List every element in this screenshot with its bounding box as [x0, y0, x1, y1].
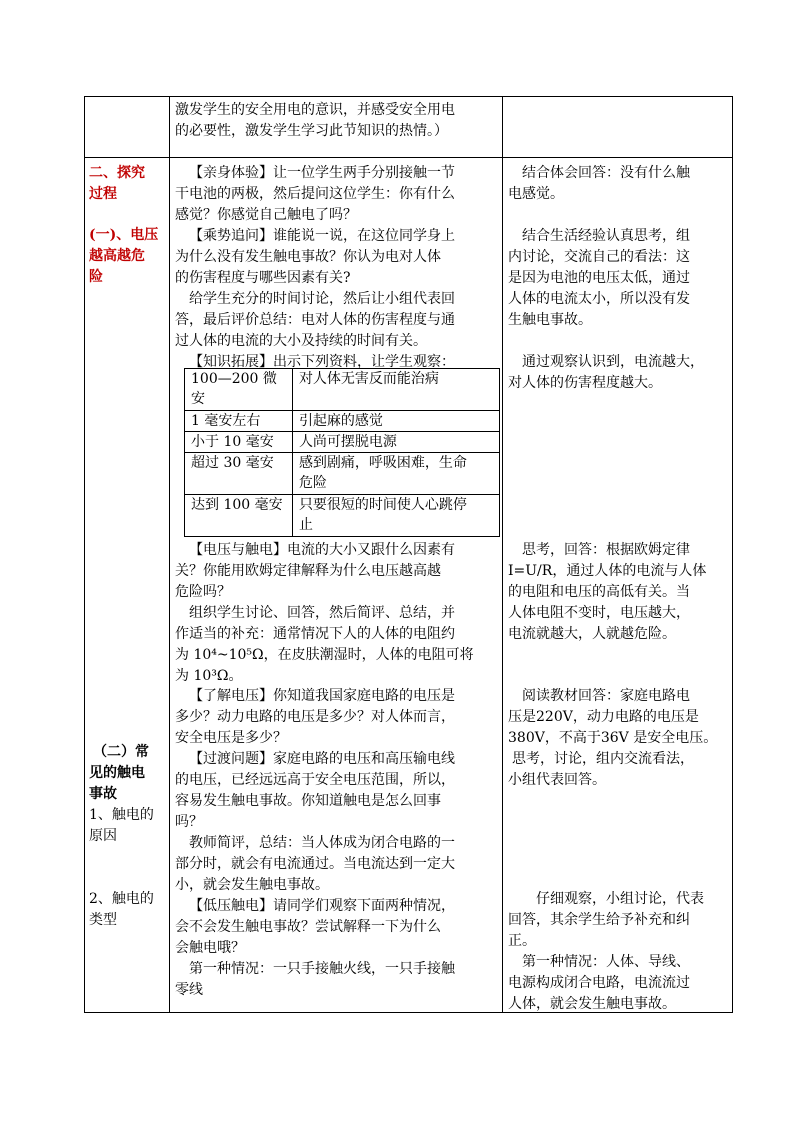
column-divider-2: [502, 96, 503, 1013]
table-row: [185, 411, 500, 432]
block-follow-up-question: 【乘势追问】谁能说一说，在这位同学身上 为什么没有发生触电事故？你认为电对人体 的伤害程度与哪些因素有关?: [175, 228, 455, 286]
effect-cell: 感到剧痛，呼吸困难，生命 危险: [292, 453, 499, 495]
section-title-inquiry: 二、探究 过程: [89, 165, 145, 202]
current-effect-table: [184, 368, 500, 537]
effect-cell: 对人体无害反而能治病: [292, 369, 499, 411]
block-knowledge-extension: 【知识拓展】出示下列资料，让学生观察：: [189, 354, 455, 370]
answer-first-situation: 第一种情况：人体、导线、 电源构成闭合电路，电流流过 人体，就会发生触电事故。: [508, 954, 690, 1012]
block-voltage-and-shock: 【电压与触电】电流的大小又跟什么因素有 关？你能用欧姆定律解释为什么电压越高越 危险吗？: [175, 542, 455, 600]
table-row: [185, 432, 500, 453]
table-row: [185, 495, 500, 537]
block-resistance-explanation: 组织学生讨论、回答，然后简评、总结，并 作适当的补充：通常情况下人的人体的电阻约 为 10⁴~10⁵Ω，在皮肤潮湿时，人体的电阻可将 为 10³Ω。: [175, 605, 474, 684]
answer-observation: 通过观察认识到，电流越大， 对人体的伤害程度越大。: [508, 354, 704, 391]
current-cell: 小于 10 毫安: [185, 432, 293, 453]
answer-discussion: 结合生活经验认真思考，组 内讨论，交流自己的看法：这 是因为电池的电压太低，通过 人体的电流太小，所以没有发 生触电事故。: [508, 228, 690, 328]
effect-cell: 只要很短的时间使人心跳停 止: [292, 495, 499, 537]
current-cell: 1 毫安左右: [185, 411, 293, 432]
table-border-left: [84, 96, 85, 1013]
table-row: [185, 369, 500, 411]
effect-cell: 引起麻的感觉: [292, 411, 499, 432]
block-understand-voltage: 【了解电压】你知道我国家庭电路的电压是 多少？动力电路的电压是多少？对人体而言， 安全电压是多少？: [175, 688, 455, 746]
row-divider: [84, 157, 733, 158]
table-row: [185, 453, 500, 495]
answer-voltage-values: 阅读教材回答：家庭电路电 压是220V，动力电路的电压是 380V，不高于36V 是安全电压。 思考，讨论，组内交流看法， 小组代表回答。: [508, 688, 718, 788]
item-type-of-shock: 2、触电的 类型: [89, 891, 154, 928]
block-teacher-summary: 教师简评，总结：当人体成为闭合电路的一 部分时，就会有电流通过。当电流达到一定大 小，就会发生触电事故。: [175, 835, 455, 893]
table-border-top: [84, 96, 733, 97]
block-transition-question: 【过渡问题】家庭电路的电压和高压输电线 的电压，已经远远高于安全电压范围，所以， 容易发生触电事故。你知道触电是怎么回事 吗？: [175, 751, 455, 830]
column-divider-1: [169, 96, 170, 1013]
current-cell: 100—200 微 安: [185, 369, 293, 411]
block-first-situation: 第一种情况：一只手接触火线，一只手接触 零线: [175, 961, 455, 998]
item-cause-of-shock: 1、触电的 原因: [89, 807, 154, 844]
block-low-voltage-shock: 【低压触电】请同学们观察下面两种情况， 会不会发生触电事故？尝试解释一下为什么 会触电哦？: [175, 898, 455, 956]
answer-ohms-law: 思考，回答：根据欧姆定律 I=U/R，通过人体的电流与人体 的电阻和电压的高低有关。当 人体电阻不变时，电压越大， 电流就越大，人就越危险。: [508, 542, 707, 642]
answer-experience: 结合体会回答：没有什么触 电感觉。: [508, 165, 690, 202]
answer-group-observation: 仔细观察，小组讨论，代表 回答，其余学生给予补充和纠 正。: [508, 891, 704, 949]
subsection-common-accidents: （二）常 见的触电 事故: [89, 744, 149, 802]
current-cell: 超过 30 毫安: [185, 453, 293, 495]
top-row-text: 激发学生的安全用电的意识，并感受安全用电 的必要性，激发学生学习此节知识的热情。）: [175, 102, 455, 139]
effect-cell: 人尚可摆脱电源: [292, 432, 499, 453]
block-personal-experience: 【亲身体验】让一位学生两手分别接触一节 干电池的两极，然后提问这位学生：你有什么 感觉？你感觉自己触电了吗？: [175, 165, 455, 223]
table-border-right: [732, 96, 733, 1013]
current-cell: 达到 100 毫安: [185, 495, 293, 537]
subsection-voltage-danger: (一)、电压 越高越危 险: [89, 227, 159, 285]
block-discussion-summary: 给学生充分的时间讨论，然后让小组代表回 答，最后评价总结：电对人体的伤害程度与通 过人体的电流的大小及持续的时间有关。: [175, 291, 455, 349]
